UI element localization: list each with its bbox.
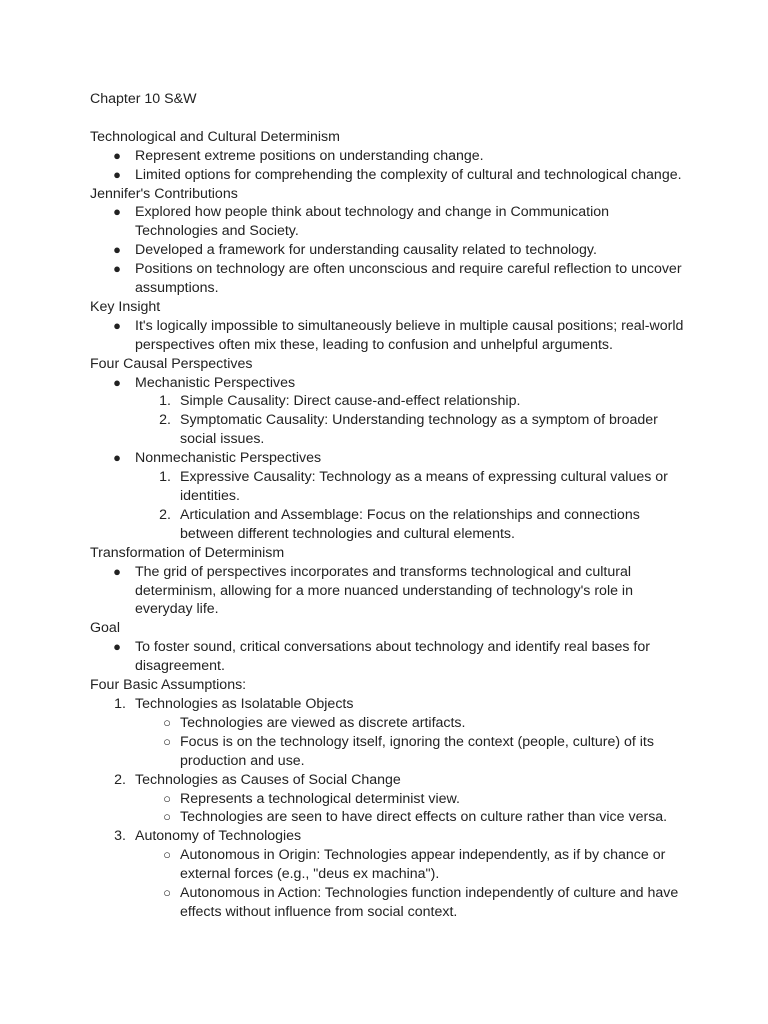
list-item (90, 147, 690, 166)
list-number: 2. (159, 412, 171, 429)
list-item-text: Mechanistic Perspectives (135, 374, 296, 391)
circle-bullet-icon: ○ (163, 714, 171, 730)
bullet-icon: ● (113, 166, 121, 182)
circle-bullet-icon: ○ (163, 809, 171, 825)
numbered-subitem (90, 468, 690, 506)
list-number: 1. (159, 393, 171, 410)
list-subitem (90, 733, 690, 771)
list-item-text: Technologies as Causes of Social Change (135, 771, 401, 788)
list-item-text: Nonmechanistic Perspectives (135, 450, 322, 467)
bullet-icon: ● (113, 450, 121, 466)
list-number: 2. (159, 506, 171, 523)
list-item-text: Explored how people think about technology and change in Communication Technologies and Society. (135, 204, 610, 240)
list-item (90, 241, 690, 260)
list-item (90, 166, 690, 185)
list-item (90, 449, 690, 468)
numbered-subitem (90, 392, 690, 411)
bullet-icon: ● (113, 563, 121, 579)
bullet-icon: ● (113, 374, 121, 390)
numbered-item (90, 771, 690, 790)
list-item-text: Autonomous in Origin: Technologies appear independently, as if by chance or external forces (e.g., "deus ex machina"). (180, 847, 666, 883)
list-item-text: Represent extreme positions on understanding change. (135, 147, 484, 164)
list-item-text: Developed a framework for understanding causality related to technology. (135, 242, 597, 259)
list-subitem (90, 884, 690, 922)
list-subitem (90, 714, 690, 733)
list-item-text: To foster sound, critical conversations about technology and identify real bases for disagreement. (135, 639, 650, 675)
list-item-text: Technologies are viewed as discrete artifacts. (180, 714, 466, 731)
document-body (90, 90, 690, 922)
bullet-icon: ● (113, 204, 121, 220)
numbered-subitem (90, 506, 690, 544)
list-item-text: It's logically impossible to simultaneously believe in multiple causal positions; real-world perspectives often mix these, leading to confusion and unhelpful arguments. (135, 317, 684, 353)
list-item-text: Articulation and Assemblage: Focus on the relationships and connections between different technologies and cultural elements. (180, 506, 640, 542)
list-item-text: Represents a technological determinist view. (180, 790, 460, 807)
circle-bullet-icon: ○ (163, 885, 171, 901)
section-heading: Goal (90, 620, 120, 637)
bullet-icon: ● (113, 147, 121, 163)
numbered-item (90, 695, 690, 714)
document-title: Chapter 10 S&W (90, 91, 197, 107)
list-item-text: Simple Causality: Direct cause-and-effect relationship. (180, 393, 521, 410)
list-subitem (90, 808, 690, 827)
list-number: 1. (114, 695, 126, 712)
list-item-text: Positions on technology are often unconscious and require careful reflection to uncover assumptions. (135, 261, 682, 297)
bullet-icon: ● (113, 317, 121, 333)
list-item-text: Technologies as Isolatable Objects (135, 695, 354, 712)
list-item-text: Symptomatic Causality: Understanding technology as a symptom of broader social issues. (180, 412, 658, 448)
section-heading: Jennifer's Contributions (90, 185, 238, 202)
list-subitem (90, 846, 690, 884)
list-item (90, 638, 690, 676)
section-heading: Transformation of Determinism (90, 544, 285, 561)
list-item-text: Technologies are seen to have direct effects on culture rather than vice versa. (180, 809, 668, 826)
bullet-icon: ● (113, 639, 121, 655)
list-item (90, 374, 690, 393)
list-item-text: Autonomous in Action: Technologies function independently of culture and have effects without influence from social context. (180, 885, 679, 920)
section-heading: Key Insight (90, 298, 161, 315)
numbered-subitem (90, 411, 690, 449)
list-number: 3. (114, 828, 126, 845)
bullet-icon: ● (113, 261, 121, 277)
list-item (90, 260, 690, 298)
list-subitem (90, 790, 690, 809)
list-item (90, 203, 690, 241)
list-item (90, 563, 690, 620)
list-item (90, 317, 690, 355)
bullet-icon: ● (113, 242, 121, 258)
list-item-text: Focus is on the technology itself, ignoring the context (people, culture) of its production and use. (180, 733, 654, 769)
circle-bullet-icon: ○ (163, 733, 171, 749)
list-number: 2. (114, 771, 126, 788)
list-item-text: Expressive Causality: Technology as a means of expressing cultural values or identities. (180, 469, 668, 505)
section-heading: Technological and Cultural Determinism (90, 128, 340, 145)
circle-bullet-icon: ○ (163, 847, 171, 863)
section-heading: Four Basic Assumptions: (90, 677, 247, 694)
numbered-item (90, 827, 690, 846)
list-item-text: Limited options for comprehending the complexity of cultural and technological change. (135, 166, 682, 183)
list-number: 1. (159, 469, 171, 486)
circle-bullet-icon: ○ (163, 790, 171, 806)
list-item-text: The grid of perspectives incorporates and transforms technological and cultural determinism, allowing for a more nuanced understanding of technology's role in everyday life. (135, 563, 633, 618)
section-heading: Four Causal Perspectives (90, 355, 253, 372)
list-item-text: Autonomy of Technologies (135, 828, 302, 845)
